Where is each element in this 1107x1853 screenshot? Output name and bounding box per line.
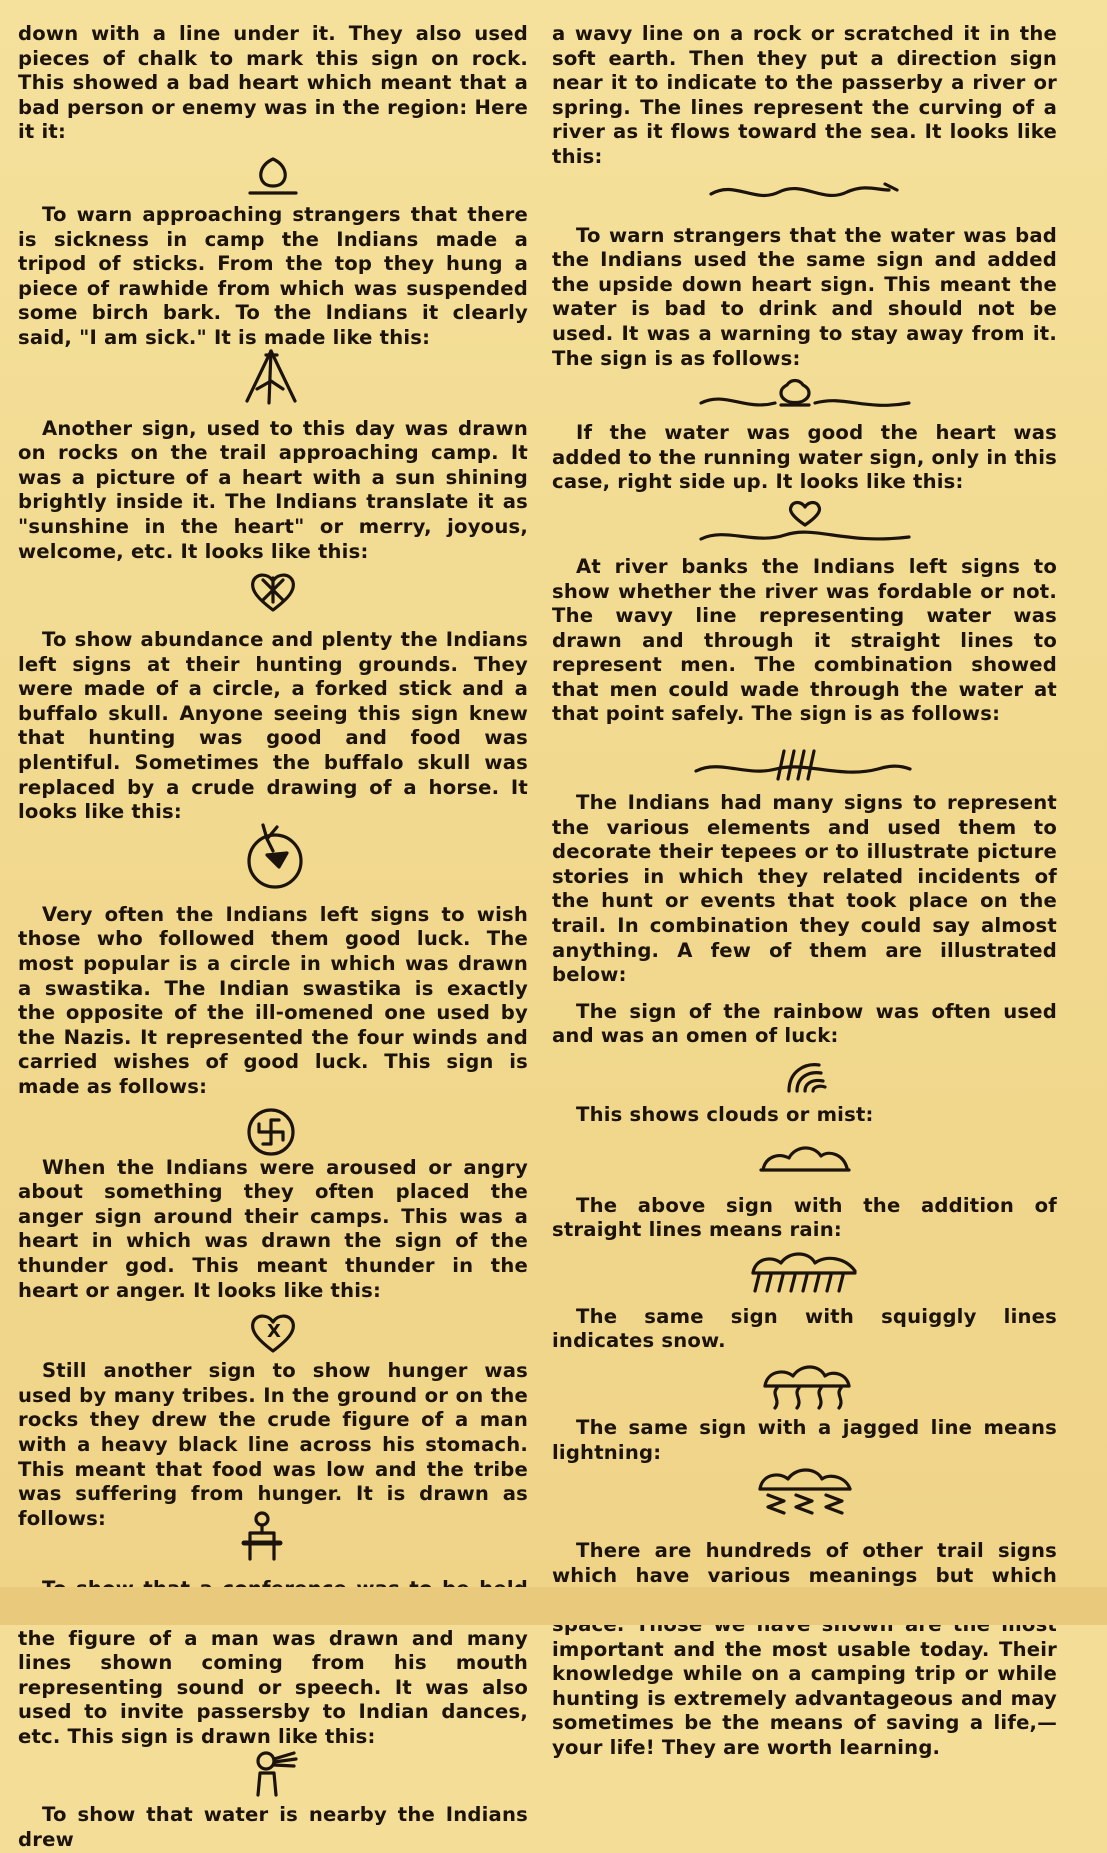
left-column [18, 22, 528, 1853]
fordable-river-sign-icon [690, 743, 920, 787]
water-direction-sign-icon [705, 174, 905, 210]
left-paragraph-1: down with a line under it. They also used pieces of chalk to mark this sign on rock. This showed a bad heart which meant that a bad person or enemy was in the region: Here it it: [18, 22, 528, 144]
good-water-sign-icon [695, 499, 915, 551]
right-paragraph-4: At river banks the Indians left signs to show whether the river was fordable or not. The wavy line representing water was drawn and through it straight lines to represent men. The combination showed that men could wade through the water at that point safely. The sign is as follows: [552, 554, 1057, 726]
right-paragraph-9: The same sign with squiggly lines indicates snow. [552, 1304, 1057, 1353]
clouds-mist-sign-icon [755, 1134, 855, 1178]
page-bottom-edge [0, 1587, 1107, 1625]
right-paragraph-2: To warn strangers that the water was bad the Indians used the same sign and added the upside down heart sign. This meant the water is bad to drink and should not be used. It was a warning to stay away from it. The sign is as follows: [552, 223, 1057, 370]
hunger-man-icon [228, 1511, 298, 1563]
left-paragraph-4: To show abundance and plenty the Indians left signs at their hunting grounds. They were made of a circle, a forked stick and a buffalo skull. Anyone seeing this sign knew that hunting was good and food was plentiful. Sometimes the buffalo skull was replaced by a crude drawing of a horse. It looks like this: [18, 628, 528, 824]
bad-water-sign-icon [695, 375, 915, 419]
snow-sign-icon [755, 1360, 855, 1414]
left-paragraph-5: Very often the Indians left signs to wish those who followed them good luck. The most popular is a circle in which was drawn a swastika. The Indian swastika is exactly the opposite of the ill-omened one used by the Nazis. It represented the four winds and carried wishes of good luck. This sign is made as follows: [18, 902, 528, 1098]
anger-heart-icon [243, 1307, 303, 1357]
pow-wow-speech-icon [238, 1749, 308, 1799]
rainbow-sign-icon [775, 1053, 835, 1097]
sunshine-heart-icon [243, 566, 303, 616]
left-paragraph-9: To show that water is nearby the Indians drew [18, 1803, 528, 1852]
right-paragraph-6: The sign of the rainbow was often used and was an omen of luck: [552, 999, 1057, 1048]
left-paragraph-6: When the Indians were aroused or angry about something they often placed the anger sign around their camps. This was a heart in which was drawn the sign of the thunder god. This meant thunder in the heart or anger. It looks like this: [18, 1155, 528, 1302]
left-paragraph-2: To warn approaching strangers that there is sickness in camp the Indians made a tripod of sticks. From the top they hung a piece of rawhide from which was suspended some birch bark. To the Indians it clearly said, "I am sick." It is made like this: [18, 202, 528, 349]
right-paragraph-10: The same sign with a jagged line means lightning: [552, 1415, 1057, 1464]
right-paragraph-1: a wavy line on a rock or scratched it in the soft earth. Then they put a direction sign near it to indicate to the passerby a river or spring. The lines represent the curving of a river as it flows toward the sea. It looks like this: [552, 22, 1057, 168]
right-column [552, 22, 1057, 1761]
anger-heart-mark: X [267, 1321, 281, 1343]
right-paragraph-3: If the water was good the heart was added to the running water sign, only in this case, right side up. It looks like this: [552, 421, 1057, 494]
right-paragraph-7: This shows clouds or mist: [576, 1103, 874, 1126]
left-paragraph-3: Another sign, used to this day was drawn on rocks on the trail approaching camp. It was a picture of a heart with a sun shining brightly inside it. The Indians translate it as "sunshine in the heart" or merry, joyous, welcome, etc. It looks like this: [18, 416, 528, 563]
right-paragraph-8: The above sign with the addition of straight lines means rain: [552, 1193, 1057, 1242]
lightning-sign-icon [750, 1465, 860, 1525]
left-paragraph-7: Still another sign to show hunger was used by many tribes. In the ground or on the rocks they drew the crude figure of a man with a heavy black line across his stomach. This meant that food was low and the tribe was suffering from hunger. It is drawn as follows: [18, 1359, 528, 1530]
left-paragraph-8: the figure of a man was drawn and many lines shown coming from his mouth representing sound or speech. It was also used to invite passersby to Indian dances, etc. This sign is drawn like this: [18, 1626, 528, 1748]
sickness-tripod-icon [233, 347, 313, 407]
abundance-sign-icon [233, 821, 313, 893]
right-paragraph-5: The Indians had many signs to represent the various elements and used them to decorate their tepees or to illustrate picture stories in which they related incidents of the hunt or events that took place on the trail. In combination they could say almost anything. A few of them are illustrated below: [552, 791, 1057, 987]
right-paragraph-11: There are hundreds of other trail signs which have various meanings but which important and the most usable today. Their knowledge while on a camping trip or while hunting is extremely advantageous and may sometimes be the means of saving a life,—your life! They are worth learning. [552, 1539, 1057, 1759]
rain-sign-icon [745, 1247, 865, 1297]
swastika-good-luck-icon [243, 1106, 303, 1156]
bad-heart-sign-icon [238, 151, 308, 203]
